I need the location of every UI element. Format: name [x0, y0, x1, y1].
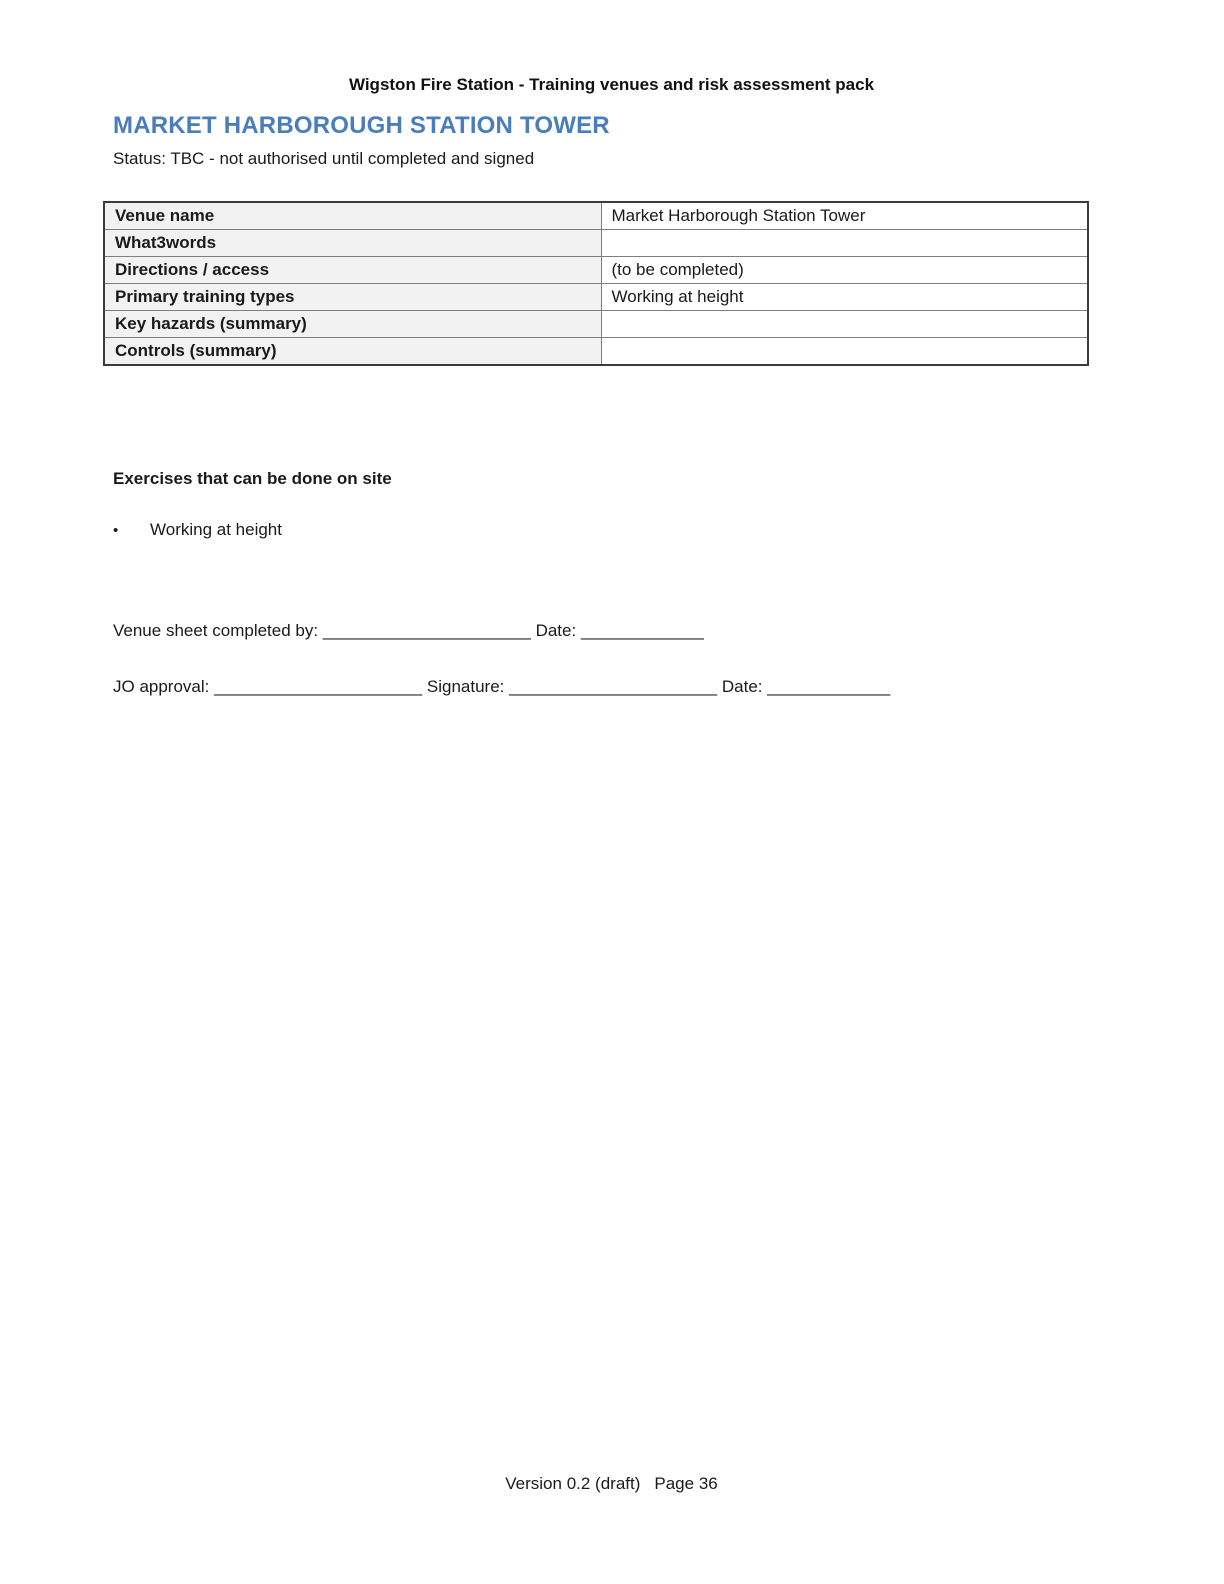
row-label: Controls (summary) — [104, 338, 601, 366]
row-label: Venue name — [104, 202, 601, 230]
footer-version: Version 0.2 (draft) — [505, 1474, 641, 1493]
row-value: Market Harborough Station Tower — [601, 202, 1088, 230]
date-label: Date: — [535, 621, 577, 640]
row-label: What3words — [104, 230, 601, 257]
jo-approval-label: JO approval: — [113, 677, 210, 696]
date-label: Date: — [721, 677, 763, 696]
row-label: Key hazards (summary) — [104, 311, 601, 338]
row-value — [601, 338, 1088, 366]
exercises-heading: Exercises that can be done on site — [113, 469, 392, 488]
signature-label: Signature: — [426, 677, 505, 696]
jo-approval-line — [113, 677, 1173, 697]
section-title: MARKET HARBOROUGH STATION TOWER — [113, 112, 610, 139]
completed-by-label: Venue sheet completed by: — [113, 621, 319, 640]
exercise-item-label: Working at height — [150, 520, 282, 539]
row-value: Working at height — [601, 284, 1088, 311]
completed-by-line — [113, 621, 1173, 641]
signature-blank: ______________________ — [509, 677, 718, 696]
jo-approval-blank: ______________________ — [214, 677, 423, 696]
row-value: (to be completed) — [601, 257, 1088, 284]
document-header-title: Wigston Fire Station - Training venues and risk assessment pack — [348, 75, 875, 94]
row-label: Primary training types — [104, 284, 601, 311]
date-blank: _____________ — [767, 677, 891, 696]
status-line: Status: TBC - not authorised until completed and signed — [113, 149, 535, 168]
row-value — [601, 230, 1088, 257]
table-row-what3words — [104, 230, 1088, 257]
table-row-primary-training-types — [104, 284, 1088, 311]
bullet-icon: • — [113, 522, 119, 539]
table-row-controls — [104, 338, 1088, 366]
date-blank: _____________ — [580, 621, 704, 640]
completed-by-blank: ______________________ — [322, 621, 531, 640]
row-value — [601, 311, 1088, 338]
page-footer — [113, 1474, 1110, 1494]
table-row-directions-access — [104, 257, 1088, 284]
venue-details-table — [103, 201, 1089, 366]
table-row-key-hazards — [104, 311, 1088, 338]
footer-page-number: Page 36 — [654, 1474, 718, 1493]
row-label: Directions / access — [104, 257, 601, 284]
exercise-list-item — [113, 520, 282, 540]
table-row-venue-name — [104, 202, 1088, 230]
